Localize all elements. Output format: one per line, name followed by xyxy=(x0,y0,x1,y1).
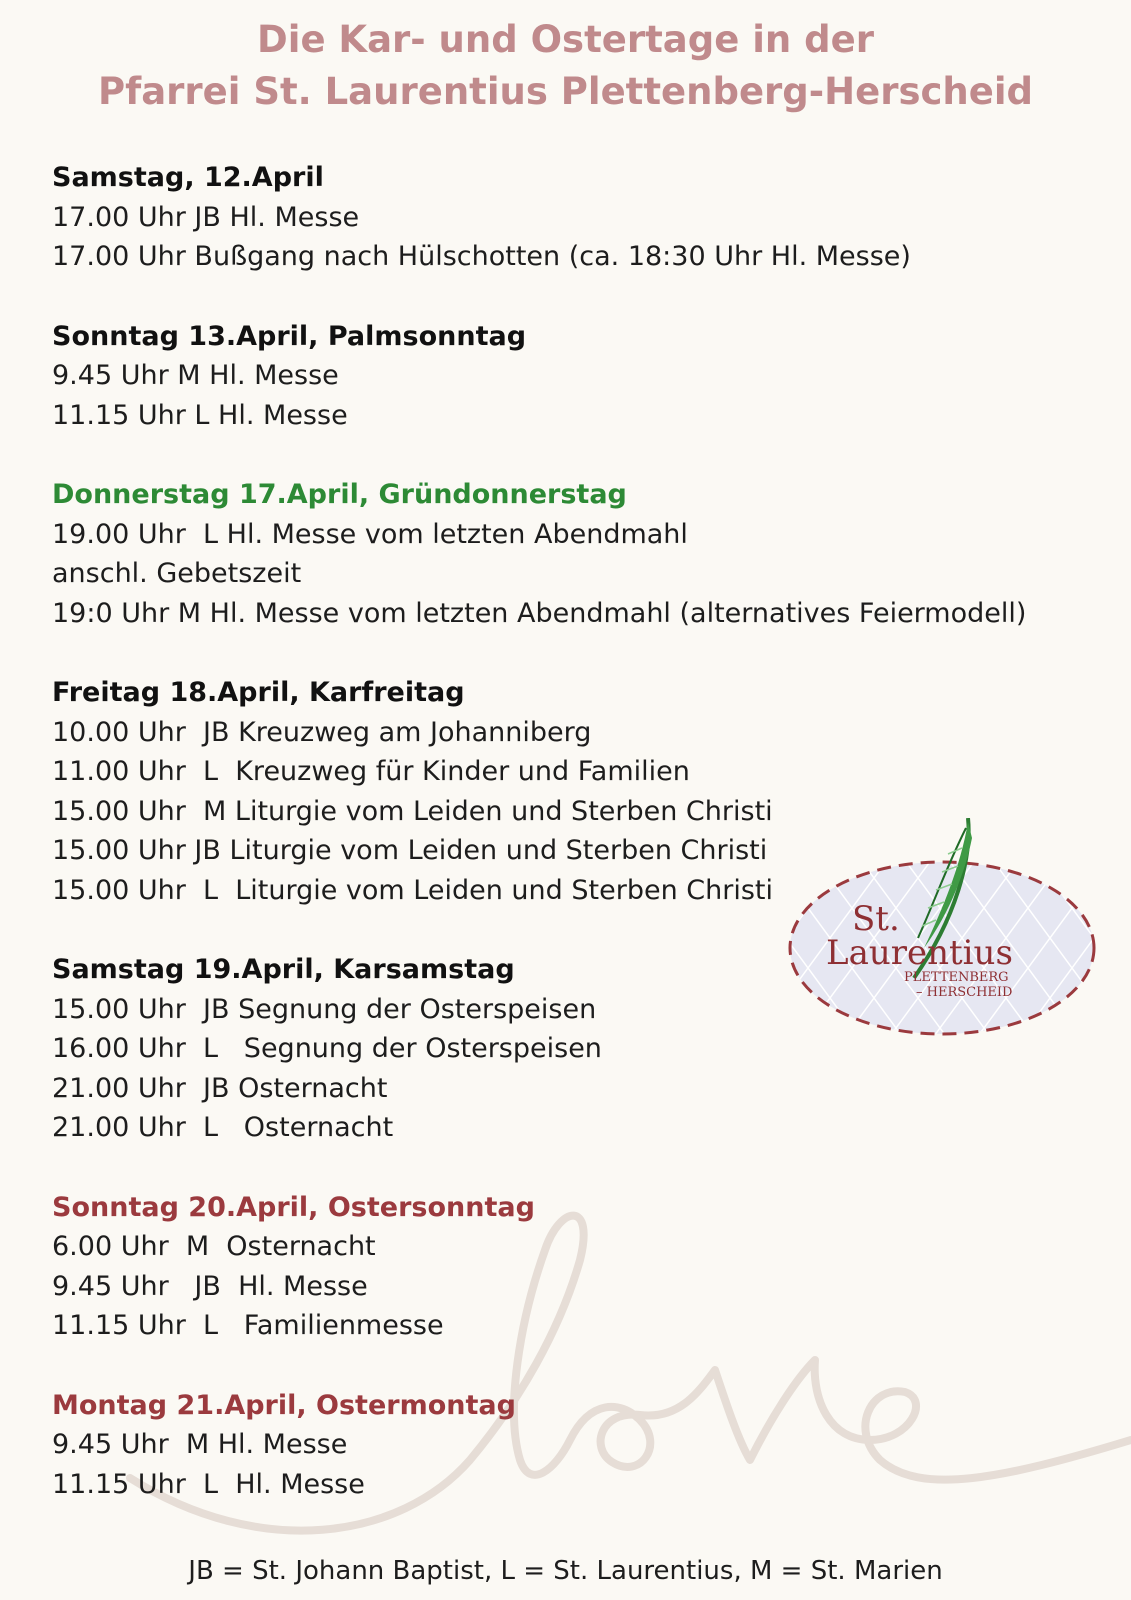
day-heading: Freitag 18.April, Karfreitag xyxy=(52,677,465,708)
day-samstag-12 xyxy=(52,158,1112,277)
day-heading: Sonntag 20.April, Ostersonntag xyxy=(52,1191,535,1223)
logo-plettenberg: PLETTENBERG xyxy=(904,970,1009,985)
service-line: 9.45 Uhr JB Hl. Messe xyxy=(52,1270,368,1302)
service-line: 17.00 Uhr Bußgang nach Hülschotten (ca. 18:30 Uhr Hl. Messe) xyxy=(52,241,911,272)
legend-footer: JB = St. Johann Baptist, L = St. Laurentius, M = St. Marien xyxy=(188,1556,943,1586)
day-palmsonntag xyxy=(52,317,1112,436)
day-ostersonntag xyxy=(52,1188,1112,1346)
parish-logo xyxy=(786,818,1104,1048)
service-line: 17.00 Uhr JB Hl. Messe xyxy=(52,201,360,233)
service-line: 15.00 Uhr L Liturgie vom Leiden und Sterben Christi xyxy=(52,874,773,906)
service-line: 10.00 Uhr JB Kreuzweg am Johanniberg xyxy=(52,716,592,748)
page-title xyxy=(0,14,1131,118)
title-line-1: Die Kar- und Ostertage in der xyxy=(257,18,874,61)
service-line: 16.00 Uhr L Segnung der Osterspeisen xyxy=(52,1033,602,1064)
service-line: 11.15 Uhr L Familienmesse xyxy=(52,1310,444,1341)
service-line: 19:0 Uhr M Hl. Messe vom letzten Abendmahl (alternatives Feiermodell) xyxy=(52,597,1027,629)
service-line: 11.00 Uhr L Kreuzweg für Kinder und Familien xyxy=(52,756,690,787)
title-line-2: Pfarrei St. Laurentius Plettenberg-Herscheid xyxy=(97,70,1034,113)
service-line: 15.00 Uhr JB Segnung der Osterspeisen xyxy=(52,993,597,1025)
day-heading: Donnerstag 17.April, Gründonnerstag xyxy=(52,479,627,510)
service-line: 11.15 Uhr L Hl. Messe xyxy=(52,399,348,431)
service-line: 15.00 Uhr JB Liturgie vom Leiden und Sterben Christi xyxy=(52,835,768,866)
service-line: 19.00 Uhr L Hl. Messe vom letzten Abendmahl xyxy=(52,518,688,550)
service-line: 9.45 Uhr M Hl. Messe xyxy=(52,1429,348,1460)
day-ostermontag xyxy=(52,1386,1112,1505)
day-heading: Montag 21.April, Ostermontag xyxy=(52,1389,516,1421)
day-heading: Samstag, 12.April xyxy=(52,162,324,193)
day-heading: Samstag 19.April, Karsamstag xyxy=(52,954,515,985)
day-gruendonnerstag xyxy=(52,475,1112,633)
service-line: 9.45 Uhr M Hl. Messe xyxy=(52,360,339,391)
logo-laurentius: Laurentius xyxy=(826,933,1013,973)
service-line: 6.00 Uhr M Osternacht xyxy=(52,1231,376,1262)
logo-st: St. xyxy=(852,899,900,939)
logo-herscheid: – HERSCHEID xyxy=(916,985,1013,1000)
service-line: 11.15 Uhr L Hl. Messe xyxy=(52,1468,365,1500)
service-line: 21.00 Uhr JB Osternacht xyxy=(52,1072,388,1104)
service-line: 21.00 Uhr L Osternacht xyxy=(52,1112,394,1143)
day-heading: Sonntag 13.April, Palmsonntag xyxy=(52,320,527,352)
service-line: 15.00 Uhr M Liturgie vom Leiden und Sterben Christi xyxy=(52,795,773,827)
service-line: anschl. Gebetszeit xyxy=(52,558,302,589)
